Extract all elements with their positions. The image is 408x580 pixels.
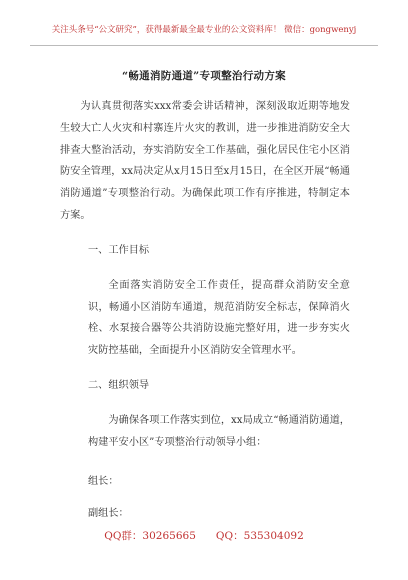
document-title: “畅通消防通道”专项整治行动方案: [122, 70, 286, 82]
intro-paragraph: 为认真贯彻落实xxx常委会讲话精神，深刻汲取近期等地发生较大亡人火灾和村寨连片火灾的教训，进一步推进消防安全大排查大整治活动，夯实消防安全工作基础，强化居民住宅小区消防安全管理，xx局决定从x月15日至x月15日，在全区开展“畅通消防通道”专项整治行动。为确保此项工作有序推进，特制定本方案。: [60, 101, 350, 221]
promo-header: 关注头条号“公文研究”，获得最新最全最专业的公文资料库！ 微信：gongwenyj: [51, 25, 357, 35]
contact-footer: [0, 528, 408, 543]
leader-label: 组长：: [88, 475, 119, 487]
goals-paragraph: 全面落实消防安全工作责任，提高群众消防安全意识，畅通小区消防车通道，规范消防安全标志，保障消火栓、水泵接合器等公共消防设施完整好用，进一步夯实火灾防控基础，全面提升小区消防安全管理水平。: [88, 279, 350, 357]
qq-number: QQ：535304092: [215, 530, 304, 542]
header-divider: [30, 45, 378, 46]
section-heading-goals: 一、工作目标: [88, 244, 150, 256]
deputy-leader-label: 副组长：: [88, 507, 129, 519]
organization-paragraph: 为确保各项工作落实到位，xx局成立“畅通消防通道，构建平安小区”专项整治行动领导小组：: [88, 414, 350, 448]
section-heading-organization: 二、组织领导: [88, 379, 150, 391]
document-body: [60, 96, 350, 524]
qq-group-number: QQ群：30265665: [104, 530, 196, 542]
